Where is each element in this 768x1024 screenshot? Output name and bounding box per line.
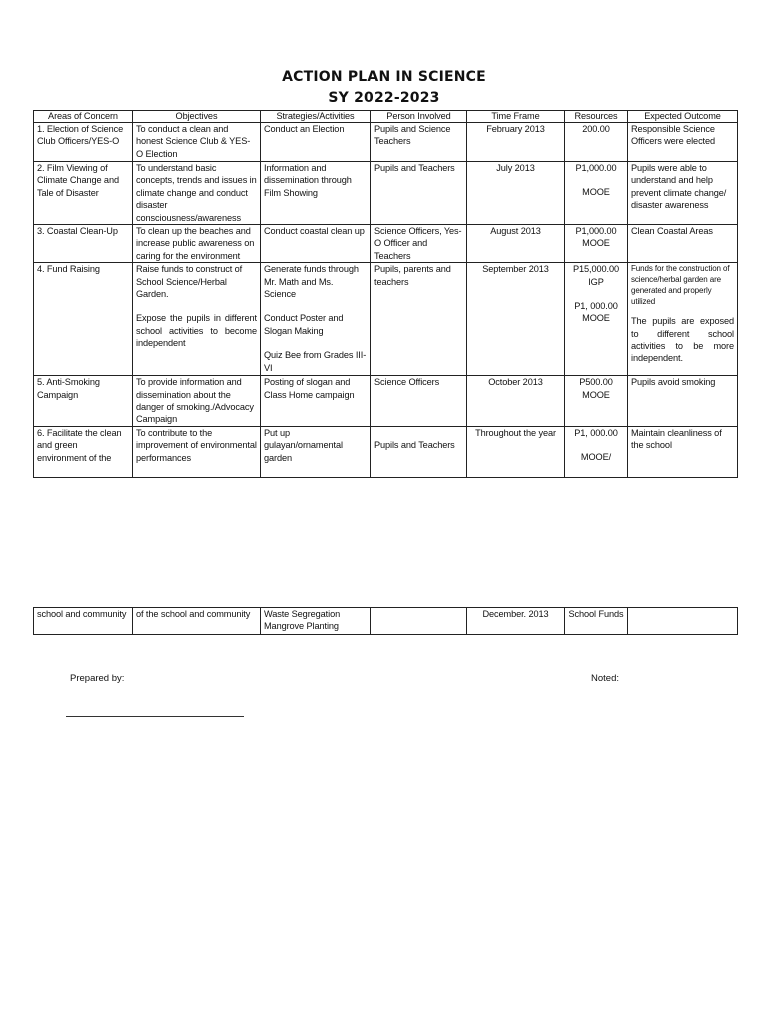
cell-persons: Pupils and Science Teachers xyxy=(371,123,467,162)
noted-label: Noted: xyxy=(591,673,619,684)
strategy-text: Quiz Bee from Grades III-VI xyxy=(264,350,367,373)
strategy-text: Conduct Poster and Slogan Making xyxy=(264,313,344,336)
cell-area: 5. Anti-Smoking Campaign xyxy=(34,376,133,427)
cell-objectives: To contribute to the improvement of environmental performances xyxy=(133,426,261,477)
cell-resources xyxy=(565,263,628,376)
strategy-text: Mangrove Planting xyxy=(264,621,339,632)
resource-amount: P500.00 xyxy=(579,377,613,388)
document-title: ACTION PLAN IN SCIENCE xyxy=(282,69,486,85)
cell-area: school and community xyxy=(34,608,133,635)
cell-time: August 2013 xyxy=(467,225,565,263)
resource-source: MOOE xyxy=(582,187,610,198)
cell-strategies: Conduct coastal clean up xyxy=(261,225,371,263)
action-plan-table xyxy=(33,110,738,478)
cell-persons: Science Officers, Yes-O Officer and Teachers xyxy=(371,225,467,263)
cell-time: September 2013 xyxy=(467,263,565,376)
cell-outcome: Pupils avoid smoking xyxy=(628,376,738,427)
cell-outcome: Maintain cleanliness of the school xyxy=(628,426,738,477)
table-row xyxy=(34,263,738,376)
outcome-text: Funds for the construction of science/herbal garden are generated and properly utilized xyxy=(631,264,730,307)
cell-resources xyxy=(565,376,628,427)
cell-area: 2. Film Viewing of Climate Change and Tale of Disaster xyxy=(34,162,133,225)
prepared-by-label: Prepared by: xyxy=(70,673,125,684)
cell-objectives: To conduct a clean and honest Science Club & YES-O Election xyxy=(133,123,261,162)
resource-source: MOOE xyxy=(582,389,610,400)
table-row xyxy=(34,225,738,263)
signature-line xyxy=(66,716,244,717)
cell-resources: School Funds xyxy=(565,608,628,635)
table-header-row xyxy=(34,111,738,123)
resource-source: IGP xyxy=(588,276,604,287)
cell-outcome: Pupils were able to understand and help prevent climate change/ disaster awareness xyxy=(628,162,738,225)
header-persons: Person Involved xyxy=(371,111,467,123)
header-resources: Resources xyxy=(565,111,628,123)
cell-strategies: Information and dissemination through Film Showing xyxy=(261,162,371,225)
school-year: SY 2022-2023 xyxy=(328,90,440,106)
cell-resources xyxy=(565,225,628,263)
cell-outcome xyxy=(628,608,738,635)
cell-area: 1. Election of Science Club Officers/YES-O xyxy=(34,123,133,162)
cell-time: February 2013 xyxy=(467,123,565,162)
cell-objectives: To clean up the beaches and increase public awareness on caring for the environment xyxy=(133,225,261,263)
resource-amount: P1, 000.00 xyxy=(574,301,618,312)
cell-outcome: Responsible Science Officers were elected xyxy=(628,123,738,162)
table-row xyxy=(34,162,738,225)
strategy-text: Generate funds through Mr. Math and Ms. Science xyxy=(264,264,359,300)
header-strategies: Strategies/Activities xyxy=(261,111,371,123)
strategy-text: Waste Segregation xyxy=(264,609,341,619)
cell-persons: Pupils, parents and teachers xyxy=(371,263,467,376)
objective-text: Expose the pupils in different school activities to become independent xyxy=(136,313,257,349)
cell-area: 6. Facilitate the clean and green environment of the xyxy=(34,426,133,477)
cell-outcome xyxy=(628,263,738,376)
cell-strategies: Put up gulayan/ornamental garden xyxy=(261,426,371,477)
cell-strategies xyxy=(261,608,371,635)
table-row xyxy=(34,608,738,635)
cell-time: October 2013 xyxy=(467,376,565,427)
cell-time: July 2013 xyxy=(467,162,565,225)
cell-objectives: To provide information and dissemination about the danger of smoking./Advocacy Campaign xyxy=(133,376,261,427)
cell-strategies: Posting of slogan and Class Home campaign xyxy=(261,376,371,427)
cell-time: Throughout the year xyxy=(467,426,565,477)
action-plan-table-continued xyxy=(33,607,738,635)
cell-persons xyxy=(371,608,467,635)
cell-strategies: Conduct an Election xyxy=(261,123,371,162)
header-time-frame: Time Frame xyxy=(467,111,565,123)
objective-text: Raise funds to construct of School Science/Herbal Garden. xyxy=(136,264,243,300)
resource-source: MOOE xyxy=(582,238,610,249)
cell-area: 4. Fund Raising xyxy=(34,263,133,376)
resource-amount: P15,000.00 xyxy=(572,264,619,275)
resource-source: MOOE xyxy=(582,313,610,324)
header-outcome: Expected Outcome xyxy=(628,111,738,123)
cell-strategies xyxy=(261,263,371,376)
cell-persons xyxy=(371,426,467,477)
resource-amount: P1,000.00 xyxy=(575,226,617,237)
outcome-text: The pupils are exposed to different school activities to be more independent. xyxy=(631,316,734,364)
cell-outcome: Clean Coastal Areas xyxy=(628,225,738,263)
resource-amount: P1, 000.00 xyxy=(574,427,618,438)
cell-resources xyxy=(565,162,628,225)
table-row xyxy=(34,123,738,162)
cell-objectives: To understand basic concepts, trends and issues in climate change and conduct disaster consciousness/awareness xyxy=(133,162,261,225)
cell-persons: Science Officers xyxy=(371,376,467,427)
cell-persons: Pupils and Teachers xyxy=(371,162,467,225)
cell-objectives xyxy=(133,263,261,376)
table-row xyxy=(34,426,738,477)
cell-area: 3. Coastal Clean-Up xyxy=(34,225,133,263)
header-objectives: Objectives xyxy=(133,111,261,123)
cell-resources: 200.00 xyxy=(565,123,628,162)
header-areas: Areas of Concern xyxy=(34,111,133,123)
cell-resources xyxy=(565,426,628,477)
resource-source: MOOE/ xyxy=(580,452,612,463)
cell-time: December. 2013 xyxy=(467,608,565,635)
cell-objectives: of the school and community xyxy=(133,608,261,635)
resource-amount: P1,000.00 xyxy=(575,163,617,173)
persons-text: Pupils and Teachers xyxy=(374,439,455,450)
table-row xyxy=(34,376,738,427)
